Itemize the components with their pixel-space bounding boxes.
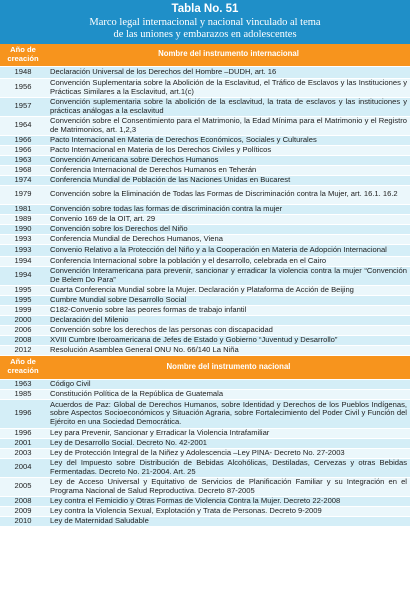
year-cell: 1963 — [0, 379, 46, 389]
year-cell: 2008 — [0, 335, 46, 345]
international-row — [0, 295, 410, 305]
year-cell: 2005 — [0, 477, 46, 496]
instrument-name-cell: Cumbre Mundial sobre Desarrollo Social — [46, 295, 410, 305]
national-row — [0, 448, 410, 458]
instrument-name-cell: Convención sobre la Eliminación de Todas las Formas de Discriminación contra la Mujer, art. 16.1. 16.2 — [46, 185, 410, 204]
year-cell: 1963 — [0, 155, 46, 165]
national-row — [0, 399, 410, 428]
international-row — [0, 135, 410, 145]
year-cell: 2010 — [0, 516, 46, 526]
year-cell: 1968 — [0, 165, 46, 175]
table-title-line1: Marco legal internacional y nacional vinculado al tema — [89, 17, 321, 28]
international-row — [0, 175, 410, 185]
col-year-header: Año de creación — [0, 355, 46, 379]
instrument-name-cell: Ley contra el Femicidio y Otras Formas de Violencia Contra la Mujer. Decreto 22-2008 — [46, 496, 410, 506]
instrument-name-cell: Declaración Universal de los Derechos del Hombre –DUDH, art. 16 — [46, 66, 410, 78]
year-cell: 1974 — [0, 175, 46, 185]
national-row — [0, 496, 410, 506]
year-cell: 2000 — [0, 315, 46, 325]
international-row — [0, 155, 410, 165]
instrument-name-cell: Ley de Maternidad Saludable — [46, 516, 410, 526]
year-cell: 1990 — [0, 224, 46, 234]
instrument-name-cell: Resolución Asamblea General ONU No. 66/140 La Niña — [46, 345, 410, 355]
national-row — [0, 438, 410, 448]
international-row — [0, 285, 410, 295]
instrument-name-cell: Constitución Política de la República de Guatemala — [46, 389, 410, 399]
legal-framework-table — [0, 44, 410, 527]
instrument-name-cell: Convención sobre los derechos de las personas con discapacidad — [46, 325, 410, 335]
instrument-name-cell: Cuarta Conferencia Mundial sobre la Mujer. Declaración y Plataforma de Acción de Beijing — [46, 285, 410, 295]
instrument-name-cell: Ley de Desarrollo Social. Decreto No. 42-2001 — [46, 438, 410, 448]
year-cell: 1957 — [0, 97, 46, 116]
national-row — [0, 428, 410, 438]
instrument-name-cell: Ley para Prevenir, Sancionar y Erradicar la Violencia Intrafamiliar — [46, 428, 410, 438]
year-cell: 1989 — [0, 214, 46, 224]
year-cell: 1993 — [0, 244, 46, 256]
col-name-header: Nombre del instrumento nacional — [46, 355, 410, 379]
international-row — [0, 325, 410, 335]
national-row — [0, 379, 410, 389]
instrument-name-cell: Ley contra la Violencia Sexual, Explotación y Trata de Personas. Decreto 9-2009 — [46, 506, 410, 516]
instrument-name-cell: Pacto Internacional en Materia de Derechos Económicos, Sociales y Culturales — [46, 135, 410, 145]
national-row — [0, 516, 410, 526]
national-row — [0, 389, 410, 399]
table-number: Tabla No. 51 — [171, 3, 239, 15]
international-row — [0, 335, 410, 345]
year-cell: 2009 — [0, 506, 46, 516]
instrument-name-cell: Acuerdos de Paz: Global de Derechos Humanos, sobre Identidad y Derechos de los Pueblos Indígenas, sobre Aspectos Socioeconómicos y Situación Agraria, sobre Fortalecimiento del Poder Civil y Función del Ejército en una Sociedad Democrática. — [46, 399, 410, 428]
year-cell: 1985 — [0, 389, 46, 399]
instrument-name-cell: Conferencia Mundial de Derechos Humanos, Viena — [46, 234, 410, 244]
instrument-name-cell: Código Civil — [46, 379, 410, 389]
year-cell: 2004 — [0, 458, 46, 477]
year-cell: 1966 — [0, 135, 46, 145]
international-row — [0, 234, 410, 244]
col-year-header: Año de creación — [0, 44, 46, 66]
year-cell: 1979 — [0, 185, 46, 204]
year-cell: 1981 — [0, 204, 46, 214]
international-row — [0, 204, 410, 214]
year-cell: 1996 — [0, 399, 46, 428]
year-cell: 1964 — [0, 116, 46, 135]
year-cell: 1948 — [0, 66, 46, 78]
international-row — [0, 266, 410, 285]
instrument-name-cell: Convenio Relativo a la Protección del Niño y a la Cooperación en Materia de Adopción Internacional — [46, 244, 410, 256]
instrument-name-cell: Declaración del Milenio — [46, 315, 410, 325]
international-row — [0, 315, 410, 325]
year-cell: 2006 — [0, 325, 46, 335]
year-cell: 2003 — [0, 448, 46, 458]
international-row — [0, 185, 410, 204]
instrument-name-cell: Convención suplementaria sobre la abolición de la esclavitud, la trata de esclavos y las instituciones y prácticas análogas a la esclavitud — [46, 97, 410, 116]
international-row — [0, 165, 410, 175]
year-cell: 1995 — [0, 295, 46, 305]
instrument-name-cell: Conferencia Internacional sobre la población y el desarrollo, celebrada en el Cairo — [46, 256, 410, 266]
instrument-name-cell: Convención sobre todas las formas de discriminación contra la mujer — [46, 204, 410, 214]
instrument-name-cell: Conferencia Internacional de Derechos Humanos en Teherán — [46, 165, 410, 175]
international-row — [0, 78, 410, 97]
instrument-name-cell: Ley de Protección Integral de la Niñez y Adolescencia –Ley PINA- Decreto No. 27-2003 — [46, 448, 410, 458]
international-row — [0, 256, 410, 266]
international-row — [0, 305, 410, 315]
international-row — [0, 244, 410, 256]
table-header — [0, 0, 410, 44]
year-cell: 1996 — [0, 428, 46, 438]
international-row — [0, 214, 410, 224]
year-cell: 1994 — [0, 256, 46, 266]
international-header-row — [0, 44, 410, 66]
national-row — [0, 477, 410, 496]
year-cell: 1995 — [0, 285, 46, 295]
instrument-name-cell: XVIII Cumbre Iberoamericana de Jefes de Estado y Gobierno “Juventud y Desarrollo” — [46, 335, 410, 345]
instrument-name-cell: Convención sobre el Consentimiento para el Matrimonio, la Edad Mínima para el Matrimonio y el Registro de Matrimonios, art. 1,2,3 — [46, 116, 410, 135]
table-body — [0, 44, 410, 526]
year-cell: 1999 — [0, 305, 46, 315]
instrument-name-cell: Conferencia Mundial de Población de las Naciones Unidas en Bucarest — [46, 175, 410, 185]
international-row — [0, 66, 410, 78]
year-cell: 1956 — [0, 78, 46, 97]
year-cell: 1994 — [0, 266, 46, 285]
international-row — [0, 224, 410, 234]
table-title-line2: de las uniones y embarazos en adolescentes — [113, 28, 297, 40]
instrument-name-cell: Convención Americana sobre Derechos Humanos — [46, 155, 410, 165]
national-row — [0, 458, 410, 477]
national-row — [0, 506, 410, 516]
year-cell: 1993 — [0, 234, 46, 244]
national-header-row — [0, 355, 410, 379]
international-row — [0, 116, 410, 135]
instrument-name-cell: C182-Convenio sobre las peores formas de trabajo infantil — [46, 305, 410, 315]
international-row — [0, 345, 410, 355]
year-cell: 2001 — [0, 438, 46, 448]
international-row — [0, 97, 410, 116]
year-cell: 1966 — [0, 145, 46, 155]
year-cell: 2008 — [0, 496, 46, 506]
instrument-name-cell: Convención sobre los Derechos del Niño — [46, 224, 410, 234]
instrument-name-cell: Convenio 169 de la OIT, art. 29 — [46, 214, 410, 224]
instrument-name-cell: Convención Suplementaria sobre la Abolición de la Esclavitud, el Tráfico de Esclavos y las Instituciones y Prácticas Similares a la Esclavitud, art.1(c) — [46, 78, 410, 97]
international-row — [0, 145, 410, 155]
instrument-name-cell: Ley de Acceso Universal y Equitativo de Servicios de Planificación Familiar y su Integración en el Programa Nacional de Salud Reproductiva. Decreto 87-2005 — [46, 477, 410, 496]
year-cell: 2012 — [0, 345, 46, 355]
instrument-name-cell: Ley del Impuesto sobre Distribución de Bebidas Alcohólicas, Destiladas, Cervezas y otras Bebidas Fermentadas. Decreto No. 21-2004. Art. 25 — [46, 458, 410, 477]
instrument-name-cell: Pacto Internacional en Materia de los Derechos Civiles y Políticos — [46, 145, 410, 155]
col-name-header: Nombre del instrumento internacional — [46, 44, 410, 66]
instrument-name-cell: Convención Interamericana para prevenir, sancionar y erradicar la violencia contra la mujer “Convención De Belem Do Para” — [46, 266, 410, 285]
